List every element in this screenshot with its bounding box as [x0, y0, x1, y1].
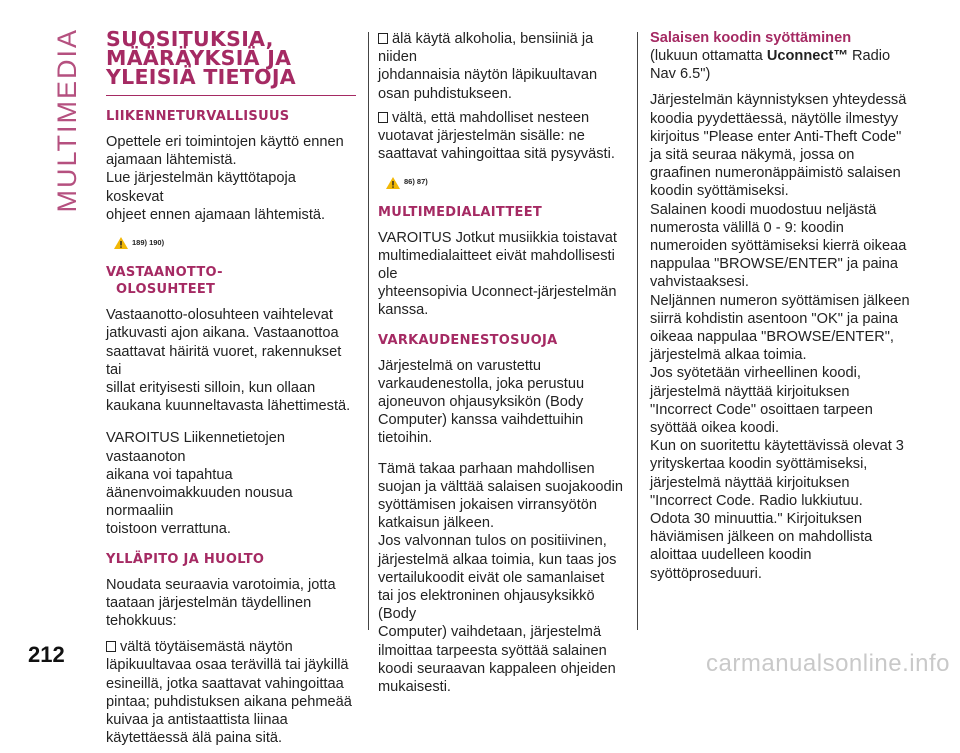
bullet-item: vältä töytäisemästä näytön läpikuultavaa osaa terävillä tai jäykillä esineillä, jotka saattavat vahingoittaa pintaa; puhdistuksen aikana pehmeää kuivaa ja antistaattista liinaa käytettäessä älä paina sitä.	[106, 639, 352, 747]
bullet-item: vältä, että mahdolliset nesteen vuotavat järjestelmän sisälle: ne saattavat vahingoittaa sitä pysyvästi.	[378, 109, 615, 163]
checkbox-bullet-icon	[378, 33, 388, 44]
bullet-item: älä käytä alkoholia, bensiiniä ja niiden johdannaisia näytön läpikuultavan osan puhdistukseen.	[378, 31, 598, 102]
heading-liikenneturvallisuus: LIIKENNETURVALLISUUS	[106, 109, 290, 124]
watermark: carmanualsonline.info	[706, 650, 950, 677]
heading-varkaudenestosuoja: VARKAUDENESTOSUOJA	[378, 332, 558, 348]
title-line: MÄÄRÄYKSIÄ JA	[106, 46, 292, 70]
warning-triangle-icon	[114, 237, 128, 249]
subheading-salainen-koodi: Salaisen koodin syöttäminen	[650, 30, 852, 46]
paragraph-koodi-ohjeet: Järjestelmän käynnistyksen yhteydessä koodia pyydettäessä, näytölle ilmestyy kirjoitus "Please enter Anti-Theft Code" ja sitä seuraa näkymä, jossa on graafinen numeronäppäimistö salaisen koodin syöttämiseksi. Salainen koodi muodostuu neljästä numerosta välillä 0 - 9: koodin numeroiden syöttämiseksi kierrä oikeaa nappulaa "BROWSE/ENTER" ja paina vahvistaaksesi. Neljännen numeron syöttämisen jälkeen siirrä kohdistin asentoon "OK" ja paina oikeaa nappulaa "BROWSE/ENTER", järjestelmä alkaa toimia. Jos syötetään virheellinen koodi, järjestelmä näyttää kirjoituksen "Incorrect Code" osoittaen tarpeen syöttää oikea koodi. Kun on suoritettu käytettävissä olevat 3 yrityskertaa koodin syöttämiseksi, järjestelmä näyttää kirjoituksen "Incorrect Code. Radio lukkiutuu. Odota 30 minuuttia." Kirjoituksen häviämisen jälkeen on mahdollista aloittaa uudelleen koodin syöttöproseduuri.	[650, 92, 910, 582]
warning-reference: 189) 190)	[114, 234, 356, 252]
heading-multimedialaitteet: MULTIMEDIALAITTEET	[378, 204, 543, 220]
column-2	[378, 30, 628, 704]
paragraph-varoitus-liikenne: VAROITUS Liikennetietojen vastaanoton aikana voi tapahtua äänenvoimakkuuden nousua normaaliin toistoon verrattuna.	[106, 430, 293, 538]
column-divider	[637, 32, 638, 630]
section-side-label: MULTIMEDIA	[52, 28, 82, 213]
column-3	[650, 30, 912, 591]
paragraph-varkaus-1: Järjestelmä on varustettu varkaudenestolla, joka perustuu ajoneuvon ohjausyksikön (Body Computer) kanssa vaihdettuihin tietoihin.	[378, 357, 585, 447]
checkbox-bullet-icon	[106, 641, 116, 652]
subheading-note: (lukuun ottamatta Uconnect™ Radio Nav 6.5")	[650, 48, 891, 83]
paragraph-multimedia: VAROITUS Jotkut musiikkia toistavat multimedialaitteet eivät mahdollisesti ole yhteensopivia Uconnect-järjestelmän kanssa.	[378, 229, 617, 319]
checkbox-bullet-icon	[378, 112, 388, 123]
title-line: YLEISIÄ TIETOJA	[106, 65, 296, 89]
title-line: SUOSITUKSIA,	[106, 27, 274, 51]
paragraph-liikenne: Opettele eri toimintojen käyttö ennen ajamaan lähtemistä. Lue järjestelmän käyttötapoja koskevat ohjeet ennen ajamaan lähtemistä.	[106, 134, 344, 223]
warning-triangle-icon	[386, 177, 400, 189]
paragraph-yllapito: Noudata seuraavia varotoimia, jotta taataan järjestelmän täydellinen tehokkuus:	[106, 576, 336, 630]
heading-vastaanotto: VASTAANOTTO- OLOSUHTEET	[106, 265, 223, 298]
page-number: 212	[28, 642, 65, 667]
column-divider	[368, 32, 369, 630]
column-1	[106, 27, 356, 753]
paragraph-vastaanotto: Vastaanotto-olosuhteen vaihtelevat jatkuvasti ajon aikana. Vastaanottoa saattavat häiritä vuoret, rakennukset tai sillat erityisesti silloin, kun ollaan kaukana kuunneltavasta lähettimestä.	[106, 307, 351, 415]
paragraph-varkaus-2: Tämä takaa parhaan mahdollisen suojan ja välttää salaisen suojakoodin syöttämisen jokaisen virransyötön katkaisun jälkeen. Jos valvonnan tulos on positiivinen, järjestelmä alkaa toimia, kun taas jos vertailukoodit eivät ole samanlaiset tai jos elektroninen ohjausyksikkö (Body Computer) vaihdetaan, järjestelmä ilmoittaa tarpeesta syöttää salainen koodi seuraavan kappaleen ohjeiden mukaisesti.	[378, 460, 624, 696]
warning-reference: 86) 87)	[386, 173, 628, 191]
heading-yllapito: YLLÄPITO JA HUOLTO	[106, 551, 265, 567]
main-title	[106, 27, 356, 96]
